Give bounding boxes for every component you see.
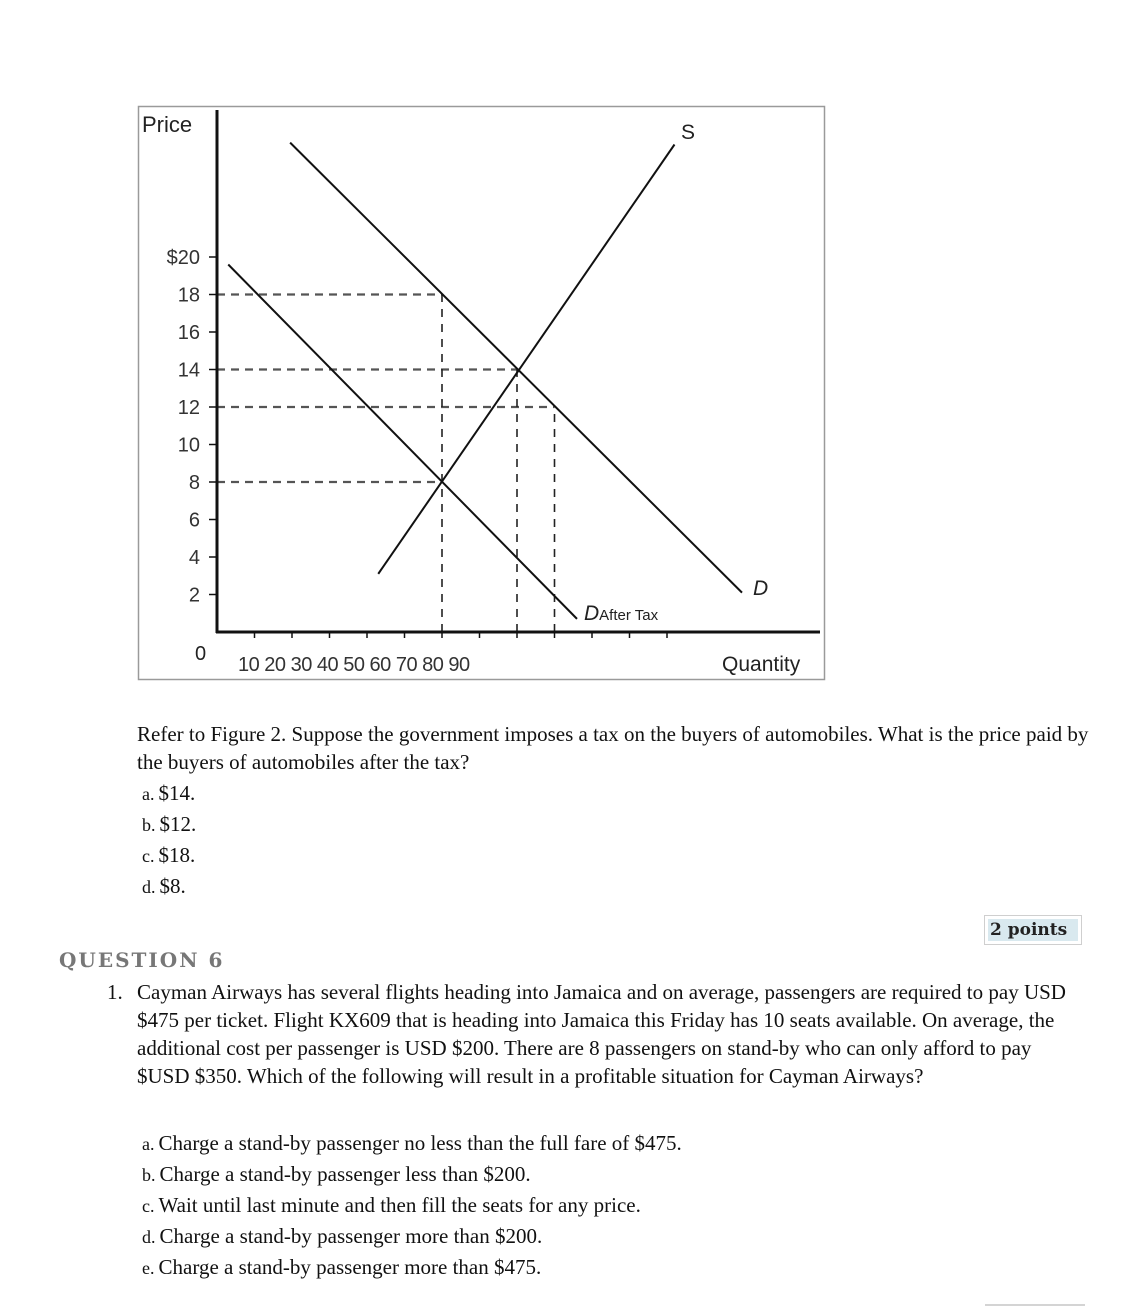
question5-choices bbox=[142, 778, 196, 902]
choice-a[interactable] bbox=[142, 1128, 682, 1159]
choice-text: Charge a stand-by passenger more than $475. bbox=[158, 1255, 542, 1279]
choice-text: Charge a stand-by passenger less than $200. bbox=[159, 1162, 531, 1186]
choice-letter: d. bbox=[142, 1227, 156, 1247]
choice-d[interactable] bbox=[142, 1221, 682, 1252]
question6-text: Cayman Airways has several flights heading into Jamaica and on average, passengers are required to pay USD $475 per ticket. Flight KX609 that is heading into Jamaica this Friday has 10 seats available. On average, the additional cost per passenger is USD $200. There are 8 passengers on stand-by who can only afford to pay $USD $350. Which of the following will result in a profitable situation for Cayman Airways? bbox=[137, 980, 1066, 1088]
question6-choices bbox=[142, 1128, 682, 1283]
demand-after-tax-label: DAfter Tax bbox=[584, 602, 659, 625]
choice-letter: b. bbox=[142, 1165, 156, 1185]
y-tick-label: 6 bbox=[188, 509, 200, 532]
choice-letter: c. bbox=[142, 846, 155, 866]
y-axis-label: Price bbox=[142, 112, 193, 137]
choice-c[interactable] bbox=[142, 840, 196, 871]
x-axis-label: Quantity bbox=[722, 653, 801, 676]
origin-label: 0 bbox=[195, 643, 207, 665]
y-tick-label: 18 bbox=[177, 284, 200, 307]
divider bbox=[985, 1304, 1085, 1306]
choice-letter: e. bbox=[142, 1258, 155, 1278]
y-tick-label: 16 bbox=[177, 322, 200, 344]
choice-text: $8. bbox=[159, 874, 186, 898]
choice-b[interactable] bbox=[142, 1159, 682, 1190]
y-tick-label: 10 bbox=[177, 434, 200, 457]
choice-text: Wait until last minute and then fill the seats for any price. bbox=[158, 1193, 641, 1217]
choice-c[interactable] bbox=[142, 1190, 682, 1221]
choice-letter: a. bbox=[142, 1134, 155, 1154]
demand-label: D bbox=[753, 577, 769, 600]
choice-b[interactable] bbox=[142, 809, 196, 840]
y-tick-label: 12 bbox=[177, 397, 200, 419]
points-badge bbox=[984, 915, 1082, 945]
choice-d[interactable] bbox=[142, 871, 196, 902]
supply-label: S bbox=[681, 121, 696, 144]
choice-text: Charge a stand-by passenger more than $200. bbox=[159, 1224, 543, 1248]
x-tick-labels: 10 20 30 40 50 60 70 80 90 bbox=[238, 654, 470, 676]
question-number: 1. bbox=[107, 980, 123, 1004]
y-tick-label: 8 bbox=[188, 472, 200, 494]
choice-letter: d. bbox=[142, 877, 156, 897]
question6-heading: QUESTION 6 bbox=[59, 948, 225, 972]
choice-letter: b. bbox=[142, 815, 156, 835]
points-value: 2 points bbox=[988, 919, 1078, 941]
chart-frame bbox=[139, 107, 825, 680]
choice-letter: c. bbox=[142, 1196, 155, 1216]
y-tick-label: $20 bbox=[166, 247, 200, 269]
choice-text: $12. bbox=[159, 812, 197, 836]
choice-text: $14. bbox=[158, 781, 196, 805]
y-tick-label: 2 bbox=[188, 584, 200, 607]
choice-a[interactable] bbox=[142, 778, 196, 809]
choice-text: Charge a stand-by passenger no less than the full fare of $475. bbox=[158, 1131, 682, 1155]
choice-text: $18. bbox=[158, 843, 196, 867]
y-tick-label: 14 bbox=[177, 359, 200, 382]
question5-text: Refer to Figure 2. Suppose the government imposes a tax on the buyers of automobiles. What is the price paid by the buyers of automobiles after the tax? bbox=[137, 722, 1089, 774]
choice-letter: a. bbox=[142, 784, 155, 804]
choice-e[interactable] bbox=[142, 1252, 682, 1283]
y-tick-label: 4 bbox=[188, 547, 200, 569]
